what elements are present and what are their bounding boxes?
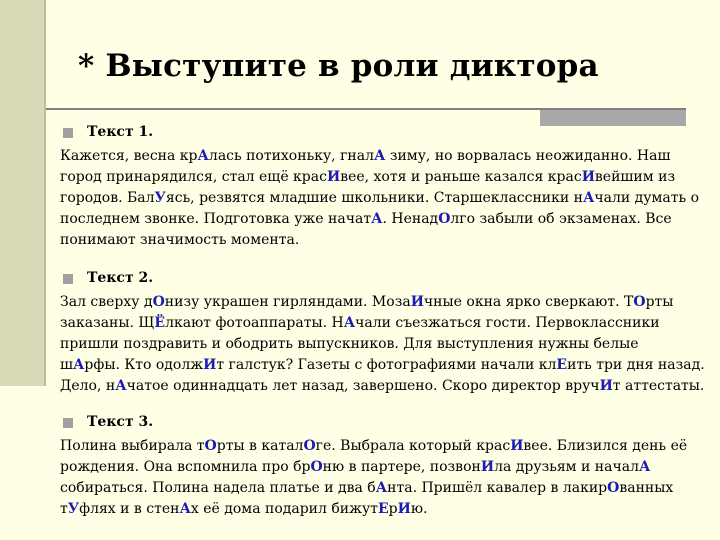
text-section-2 (60, 270, 712, 397)
text-segment: Полина выбирала т (60, 438, 205, 454)
text-line (60, 292, 712, 313)
square-bullet-icon (63, 128, 73, 138)
text-segment: рфы. Кто одолж (84, 357, 204, 373)
stressed-letter: У (67, 501, 80, 517)
stressed-letter: А (179, 501, 191, 517)
section-heading-2 (60, 270, 712, 292)
text-segment: лкают фотоаппараты. Н (165, 315, 344, 331)
text-segment: т аттестаты. (612, 378, 705, 394)
text-segment: собираться. Полина надела платье и два б (60, 480, 376, 496)
left-decor-bar (0, 0, 46, 386)
text-segment: вее. Близился день её (523, 438, 688, 454)
section-title: Текст 2. (87, 270, 154, 286)
text-segment: Зал сверху д (60, 294, 153, 310)
stressed-letter: О (204, 438, 217, 454)
text-segment: ню в партере, позвон (322, 459, 481, 475)
section-paragraph (60, 436, 712, 520)
stressed-letter: Е (377, 501, 389, 517)
square-bullet-icon (63, 418, 73, 428)
text-segment: чали съезжаться гости. Первоклассники (355, 315, 660, 331)
stressed-letter: О (152, 294, 165, 310)
text-line (60, 436, 712, 457)
text-segment: чатое одиннадцать лет назад, завершено. Скоро директор вруч (126, 378, 600, 394)
square-bullet-icon (63, 274, 73, 284)
stressed-letter: А (371, 211, 383, 227)
section-heading-1 (60, 124, 712, 146)
stressed-letter: О (438, 211, 451, 227)
section-paragraph (60, 292, 712, 397)
text-segment: вейшим из (594, 169, 676, 185)
text-segment: т (60, 501, 68, 517)
stressed-letter: Ё (154, 315, 166, 331)
text-line (60, 334, 712, 355)
section-title: Текст 3. (87, 414, 154, 430)
text-segment: городов. Бал (60, 190, 155, 206)
text-segment: ванных (619, 480, 674, 496)
text-segment: нта. Пришёл кавалер в лакир (387, 480, 608, 496)
section-heading-3 (60, 414, 712, 436)
text-segment: лго забыли об экзаменах. Все (450, 211, 672, 227)
text-section-3 (60, 414, 712, 520)
text-segment: пришли поздравить и ободрить выпускников. Для выступления нужны белые (60, 336, 639, 352)
section-title: Текст 1. (87, 124, 154, 140)
stressed-letter: И (410, 294, 424, 310)
stressed-letter: А (373, 148, 386, 164)
section-paragraph (60, 146, 712, 251)
stressed-letter: И (480, 459, 495, 475)
text-segment: ю. (410, 501, 428, 517)
stressed-letter: О (310, 459, 323, 475)
text-segment: понимают значимость момента. (60, 232, 300, 248)
stressed-letter: О (303, 438, 316, 454)
text-segment: заказаны. Щ (60, 315, 155, 331)
text-segment: ге. Выбрала который крас (315, 438, 511, 454)
text-line (60, 230, 712, 251)
text-segment: чали думать о (594, 190, 700, 206)
text-line (60, 499, 712, 520)
stressed-letter: А (583, 190, 595, 206)
text-segment: рты в катал (216, 438, 304, 454)
text-segment: ш (60, 357, 74, 373)
text-segment: Дело, н (60, 378, 116, 394)
text-segment: ить три дня назад. (567, 357, 705, 373)
left-decor-line (44, 0, 46, 386)
text-segment: последнем звонке. Подготовка уже начат (60, 211, 372, 227)
stressed-letter: А (375, 480, 388, 496)
stressed-letter: И (203, 357, 217, 373)
text-segment: х её дома подарил бижут (190, 501, 378, 517)
text-segment: Кажется, весна кр (60, 148, 198, 164)
text-segment: город принарядился, стал ещё крас (60, 169, 327, 185)
text-segment: флях и в стен (79, 501, 180, 517)
text-section-1 (60, 124, 712, 251)
text-segment: зиму, но ворвалась неожиданно. Наш (385, 148, 671, 164)
text-segment: ла друзьям и начал (494, 459, 639, 475)
stressed-letter: О (607, 480, 620, 496)
text-line (60, 146, 712, 167)
text-line (60, 209, 712, 230)
text-line (60, 376, 712, 397)
slide-title: * Выступите в роли диктора (78, 48, 599, 84)
stressed-letter: У (154, 190, 166, 206)
stressed-letter: А (638, 459, 651, 475)
text-line (60, 478, 712, 499)
text-segment: чные окна ярко сверкают. Т (423, 294, 634, 310)
text-segment: низу украшен гирляндами. Моза (164, 294, 411, 310)
text-segment: рты (645, 294, 674, 310)
text-segment: . Ненад (382, 211, 439, 227)
text-line (60, 355, 712, 376)
text-segment: ясь, резвятся младшие школьники. Старшеклассники н (165, 190, 583, 206)
stressed-letter: А (343, 315, 356, 331)
stressed-letter: А (197, 148, 209, 164)
text-line (60, 313, 712, 334)
text-segment: рождения. Она вспомнила про бр (60, 459, 311, 475)
text-line (60, 167, 712, 188)
text-segment: т галстук? Газеты с фотографиями начали кл (216, 357, 557, 373)
stressed-letter: И (397, 501, 411, 517)
text-segment: лась потихоньку, гнал (208, 148, 374, 164)
text-line (60, 457, 712, 478)
stressed-letter: И (599, 378, 613, 394)
text-segment: р (388, 501, 398, 517)
stressed-letter: А (115, 378, 127, 394)
stressed-letter: Е (556, 357, 568, 373)
text-segment: вее, хотя и раньше казался крас (340, 169, 582, 185)
stressed-letter: И (581, 169, 595, 185)
stressed-letter: А (73, 357, 85, 373)
stressed-letter: И (510, 438, 524, 454)
stressed-letter: И (326, 169, 341, 185)
text-line (60, 188, 712, 209)
stressed-letter: О (633, 294, 646, 310)
